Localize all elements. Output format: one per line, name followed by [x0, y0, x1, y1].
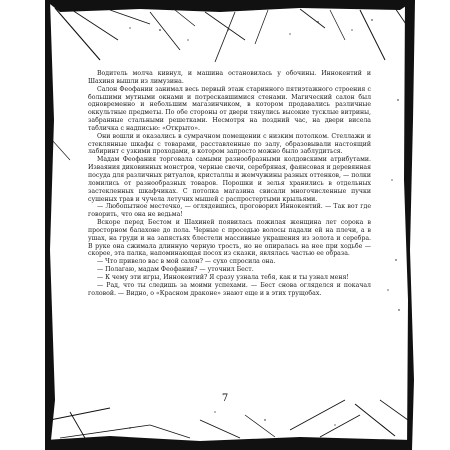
bottom-ink-border: [45, 400, 412, 450]
dialogue-line: — Полагаю, мадам Феофания? — уточнил Бест.: [97, 266, 254, 274]
dialogue-line: — Что привело вас в мой салон? — сухо спросила она.: [97, 258, 276, 266]
paragraph: Мадам Феофания торговала самыми разнообразными колдовскими атрибутами. Изваяния диковинных монстров, черные свечи, серебряная, фаянсовая и деревянная посуда для различных ритуалов, кристаллы и жемчужины разных оттенков, — полки ломились от разнообразных товаров. Порошки и зелья хранились в отдельных застекленных шкафчиках. С потолка магазина свисали многочисленные пучки сушеных трав и чучела летучих мышей с распростертыми крыльями.: [88, 156, 371, 203]
paragraph: Водитель молча кивнул, и машина остановилась у обочины. Иннокентий и Шахиня вышли из лимузина.: [88, 70, 371, 85]
right-ink-border: [387, 0, 415, 450]
dialogue-line: — Рад, что ты следишь за моими успехами. — Бест снова огляделся и покачал головой. — Видно, о «Красном драконе» знают еще и в этих трущобах.: [88, 281, 371, 297]
body-text: [88, 70, 371, 297]
paragraph: Они вошли и оказались в сумрачном помещении с низким потолком. Стеллажи и стеклянные шкафы с товарами, расставленные по залу, образовывали настоящий лабиринт с узкими проходами, в котором запросто можно было заблудиться.: [88, 132, 371, 156]
paragraph: Вскоре перед Бестом и Шахиней появилась пожилая женщина лет сорока в просторном балахоне до пола. Черные с проседью волосы падали ей на плечи, а в ушах, на груди и на запястьях блестели массивные украшения из золота и серебра. В руке она сжимала длинную черную трость, но не опиралась на нее при ходьбе — скорее, эта палка, напоминающая посох из сказки, являлась частью ее образа.: [88, 219, 371, 258]
paragraph: Салон Феофании занимал весь первый этаж старинного пятиэтажного строения с большими мутными окнами и потрескавшимися стенами. Магический салон был одновременно и небольшим магазинчиком, в котором продавались различные оккультные предметы. По обе стороны от двери тянулись высокие тусклые витрины, забранные стальными решетками. Несмотря на поздний час, на двери висела табличка с надписью: «Открыто».: [88, 85, 371, 132]
left-ink-border: [45, 0, 70, 450]
paragraph: — Любопытное местечко, — оглядевшись, проговорил Иннокентий. — Так вот где говорить, что она не ведьма!: [88, 203, 371, 219]
top-ink-border: [45, 0, 415, 62]
page-number: 7: [221, 393, 229, 404]
dialogue-line: — К чему эти игры, Иннокентий? Я сразу узнала тебя, как и ты узнал меня!: [97, 273, 349, 281]
